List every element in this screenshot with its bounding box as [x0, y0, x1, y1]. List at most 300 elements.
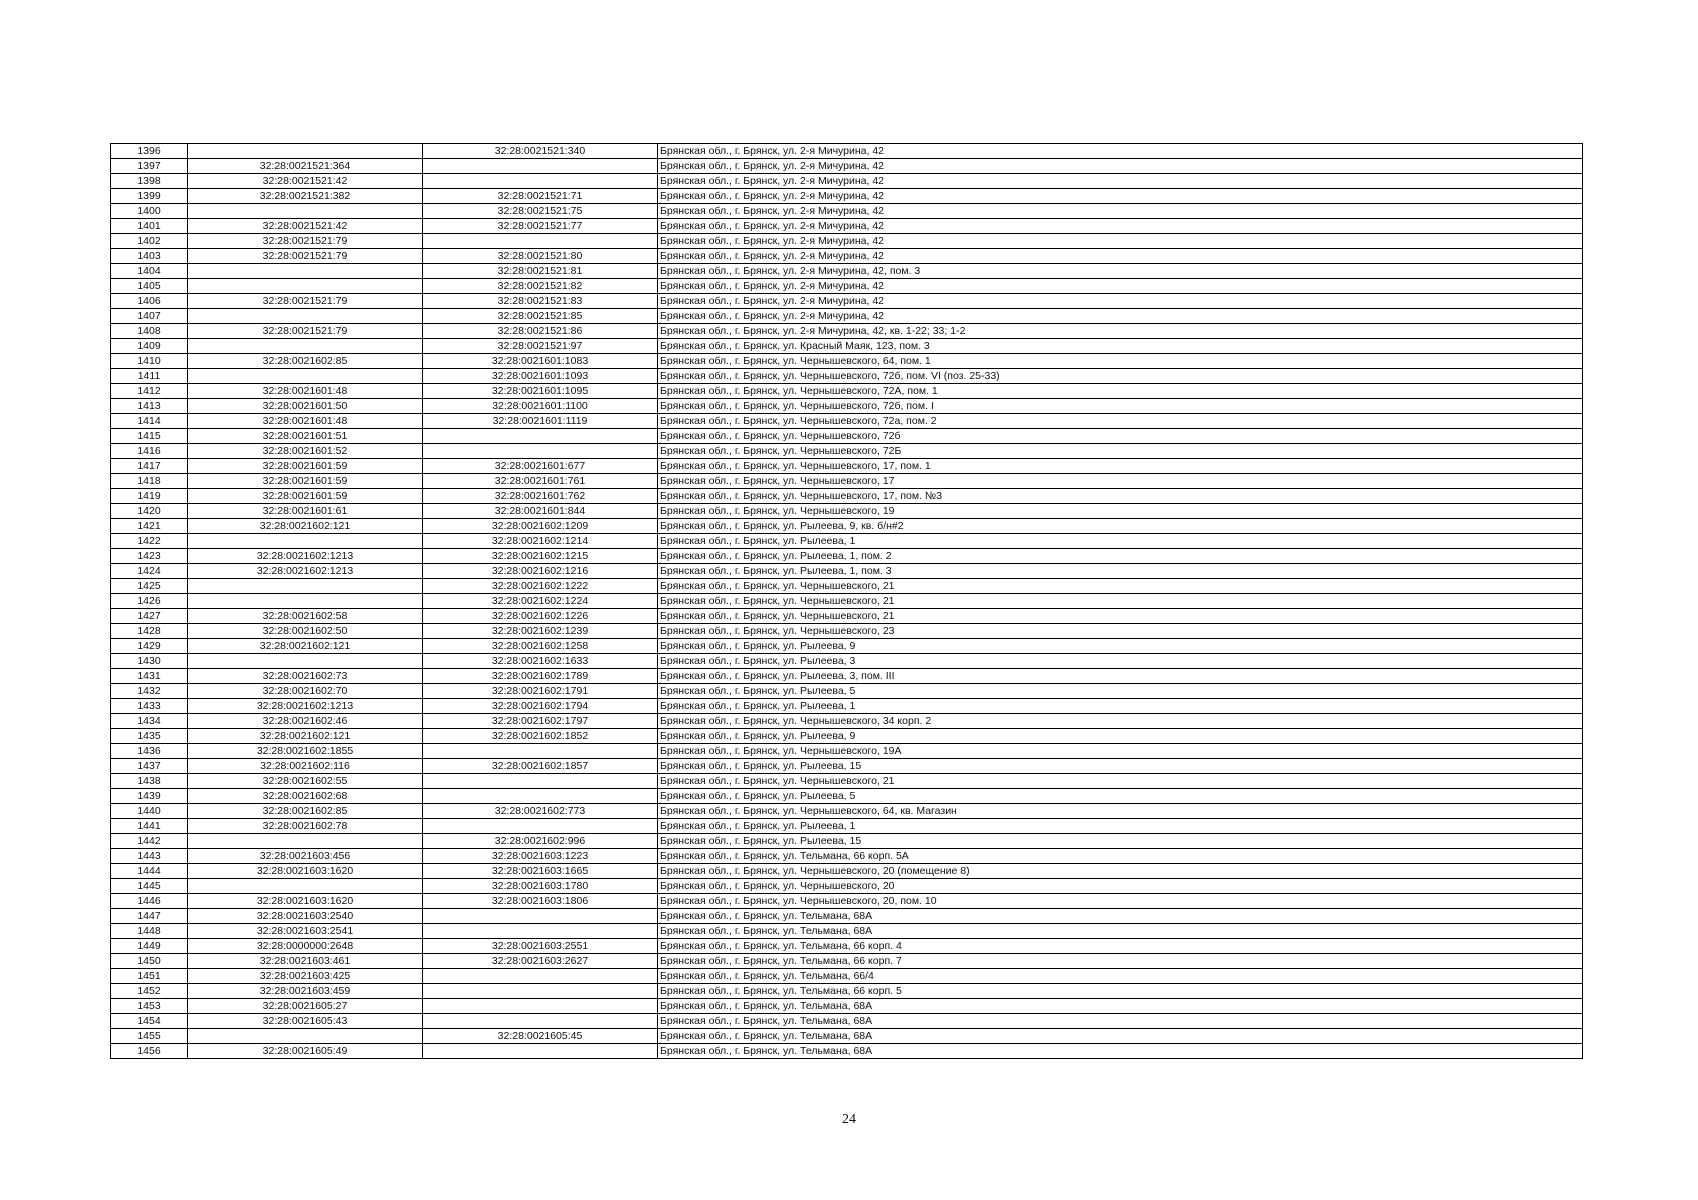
address-cell: Брянская обл., г. Брянск, ул. Рылеева, 1: [658, 534, 1583, 549]
object-cadastral-number-cell: [423, 819, 658, 834]
object-cadastral-number-cell: 32:28:0021601:1083: [423, 354, 658, 369]
object-cadastral-number-cell: 32:28:0021601:762: [423, 489, 658, 504]
object-cadastral-number-cell: 32:28:0021521:81: [423, 264, 658, 279]
table-row: [111, 774, 1583, 789]
table-row: [111, 729, 1583, 744]
cadastral-number-cell: 32:28:0021601:48: [188, 414, 423, 429]
object-cadastral-number-cell: 32:28:0021602:1258: [423, 639, 658, 654]
row-number-cell: 1406: [111, 294, 188, 309]
object-cadastral-number-cell: 32:28:0021602:1794: [423, 699, 658, 714]
table-row: [111, 489, 1583, 504]
row-number-cell: 1408: [111, 324, 188, 339]
object-cadastral-number-cell: 32:28:0021521:75: [423, 204, 658, 219]
address-cell: Брянская обл., г. Брянск, ул. Рылеева, 1: [658, 819, 1583, 834]
address-cell: Брянская обл., г. Брянск, ул. Чернышевского, 21: [658, 609, 1583, 624]
row-number-cell: 1432: [111, 684, 188, 699]
row-number-cell: 1415: [111, 429, 188, 444]
address-cell: Брянская обл., г. Брянск, ул. Чернышевского, 72Б: [658, 444, 1583, 459]
address-cell: Брянская обл., г. Брянск, ул. Чернышевского, 19: [658, 504, 1583, 519]
cadastral-number-cell: 32:28:0021602:70: [188, 684, 423, 699]
address-cell: Брянская обл., г. Брянск, ул. Тельмана, 66/4: [658, 969, 1583, 984]
address-cell: Брянская обл., г. Брянск, ул. Чернышевского, 64, кв. Магазин: [658, 804, 1583, 819]
address-cell: Брянская обл., г. Брянск, ул. Рылеева, 3: [658, 654, 1583, 669]
cadastral-number-cell: 32:28:0000000:2648: [188, 939, 423, 954]
address-cell: Брянская обл., г. Брянск, ул. Чернышевского, 20: [658, 879, 1583, 894]
table-row: [111, 564, 1583, 579]
table-row: [111, 444, 1583, 459]
cadastral-number-cell: 32:28:0021603:425: [188, 969, 423, 984]
row-number-cell: 1423: [111, 549, 188, 564]
row-number-cell: 1399: [111, 189, 188, 204]
table-row: [111, 969, 1583, 984]
row-number-cell: 1426: [111, 594, 188, 609]
table-row: [111, 309, 1583, 324]
object-cadastral-number-cell: 32:28:0021601:677: [423, 459, 658, 474]
address-cell: Брянская обл., г. Брянск, ул. 2-я Мичурина, 42, пом. 3: [658, 264, 1583, 279]
cadastral-number-cell: 32:28:0021602:121: [188, 639, 423, 654]
row-number-cell: 1430: [111, 654, 188, 669]
table-row: [111, 414, 1583, 429]
cadastral-number-cell: 32:28:0021601:59: [188, 489, 423, 504]
table-row: [111, 849, 1583, 864]
cadastral-number-cell: 32:28:0021602:73: [188, 669, 423, 684]
address-cell: Брянская обл., г. Брянск, ул. Тельмана, 66 корп. 5А: [658, 849, 1583, 864]
cadastral-number-cell: [188, 309, 423, 324]
table-row: [111, 339, 1583, 354]
table-row: [111, 264, 1583, 279]
table-row: [111, 789, 1583, 804]
object-cadastral-number-cell: [423, 1014, 658, 1029]
address-cell: Брянская обл., г. Брянск, ул. 2-я Мичурина, 42: [658, 204, 1583, 219]
table-row: [111, 879, 1583, 894]
object-cadastral-number-cell: 32:28:0021521:86: [423, 324, 658, 339]
row-number-cell: 1410: [111, 354, 188, 369]
table-row: [111, 294, 1583, 309]
cadastral-number-cell: 32:28:0021603:459: [188, 984, 423, 999]
table-row: [111, 354, 1583, 369]
row-number-cell: 1453: [111, 999, 188, 1014]
table-row: [111, 144, 1583, 159]
cadastral-number-cell: 32:28:0021601:59: [188, 459, 423, 474]
row-number-cell: 1447: [111, 909, 188, 924]
address-cell: Брянская обл., г. Брянск, ул. 2-я Мичурина, 42, кв. 1-22; 33; 1-2: [658, 324, 1583, 339]
row-number-cell: 1454: [111, 1014, 188, 1029]
cadastral-number-cell: 32:28:0021603:1620: [188, 864, 423, 879]
object-cadastral-number-cell: [423, 174, 658, 189]
row-number-cell: 1422: [111, 534, 188, 549]
row-number-cell: 1446: [111, 894, 188, 909]
address-cell: Брянская обл., г. Брянск, ул. Чернышевского, 72б, пом. I: [658, 399, 1583, 414]
object-cadastral-number-cell: 32:28:0021601:844: [423, 504, 658, 519]
table-row: [111, 159, 1583, 174]
table-row: [111, 234, 1583, 249]
object-cadastral-number-cell: [423, 444, 658, 459]
object-cadastral-number-cell: 32:28:0021521:85: [423, 309, 658, 324]
object-cadastral-number-cell: 32:28:0021521:97: [423, 339, 658, 354]
cadastral-number-cell: 32:28:0021601:61: [188, 504, 423, 519]
page-number: 24: [842, 1112, 856, 1127]
table-row: [111, 1014, 1583, 1029]
address-cell: Брянская обл., г. Брянск, ул. Чернышевского, 20 (помещение 8): [658, 864, 1583, 879]
row-number-cell: 1420: [111, 504, 188, 519]
cadastral-number-cell: 32:28:0021602:1213: [188, 564, 423, 579]
cadastral-number-cell: 32:28:0021602:58: [188, 609, 423, 624]
object-cadastral-number-cell: 32:28:0021521:83: [423, 294, 658, 309]
cadastral-number-cell: 32:28:0021601:50: [188, 399, 423, 414]
address-cell: Брянская обл., г. Брянск, ул. Чернышевского, 72А, пом. 1: [658, 384, 1583, 399]
row-number-cell: 1413: [111, 399, 188, 414]
table-row: [111, 744, 1583, 759]
row-number-cell: 1424: [111, 564, 188, 579]
object-cadastral-number-cell: [423, 789, 658, 804]
row-number-cell: 1414: [111, 414, 188, 429]
address-cell: Брянская обл., г. Брянск, ул. Тельмана, 66 корп. 5: [658, 984, 1583, 999]
table-row: [111, 1029, 1583, 1044]
table-row: [111, 864, 1583, 879]
cadastral-number-cell: 32:28:0021521:364: [188, 159, 423, 174]
object-cadastral-number-cell: [423, 744, 658, 759]
row-number-cell: 1440: [111, 804, 188, 819]
cadastral-number-cell: 32:28:0021602:55: [188, 774, 423, 789]
table-row: [111, 174, 1583, 189]
property-register-table: [110, 143, 1583, 1059]
table-row: [111, 474, 1583, 489]
table-row: [111, 699, 1583, 714]
address-cell: Брянская обл., г. Брянск, ул. Тельмана, 68А: [658, 924, 1583, 939]
cadastral-number-cell: [188, 369, 423, 384]
row-number-cell: 1428: [111, 624, 188, 639]
table-row: [111, 984, 1583, 999]
address-cell: Брянская обл., г. Брянск, ул. 2-я Мичурина, 42: [658, 144, 1583, 159]
cadastral-number-cell: [188, 144, 423, 159]
cadastral-number-cell: 32:28:0021521:79: [188, 249, 423, 264]
row-number-cell: 1404: [111, 264, 188, 279]
object-cadastral-number-cell: 32:28:0021602:773: [423, 804, 658, 819]
row-number-cell: 1411: [111, 369, 188, 384]
register-table-body: [111, 144, 1583, 1059]
object-cadastral-number-cell: 32:28:0021521:71: [423, 189, 658, 204]
cadastral-number-cell: [188, 594, 423, 609]
table-row: [111, 384, 1583, 399]
cadastral-number-cell: [188, 264, 423, 279]
cadastral-number-cell: [188, 654, 423, 669]
object-cadastral-number-cell: [423, 909, 658, 924]
row-number-cell: 1400: [111, 204, 188, 219]
object-cadastral-number-cell: 32:28:0021602:1789: [423, 669, 658, 684]
table-row: [111, 324, 1583, 339]
row-number-cell: 1435: [111, 729, 188, 744]
object-cadastral-number-cell: 32:28:0021601:761: [423, 474, 658, 489]
address-cell: Брянская обл., г. Брянск, ул. 2-я Мичурина, 42: [658, 189, 1583, 204]
row-number-cell: 1448: [111, 924, 188, 939]
address-cell: Брянская обл., г. Брянск, ул. Рылеева, 5: [658, 789, 1583, 804]
address-cell: Брянская обл., г. Брянск, ул. Тельмана, 68А: [658, 1029, 1583, 1044]
table-row: [111, 999, 1583, 1014]
object-cadastral-number-cell: [423, 924, 658, 939]
object-cadastral-number-cell: 32:28:0021521:80: [423, 249, 658, 264]
address-cell: Брянская обл., г. Брянск, ул. Тельмана, 66 корп. 7: [658, 954, 1583, 969]
row-number-cell: 1397: [111, 159, 188, 174]
table-row: [111, 609, 1583, 624]
object-cadastral-number-cell: 32:28:0021603:1780: [423, 879, 658, 894]
cadastral-number-cell: 32:28:0021521:79: [188, 294, 423, 309]
table-row: [111, 639, 1583, 654]
cadastral-number-cell: 32:28:0021603:2541: [188, 924, 423, 939]
row-number-cell: 1431: [111, 669, 188, 684]
cadastral-number-cell: 32:28:0021521:79: [188, 234, 423, 249]
row-number-cell: 1419: [111, 489, 188, 504]
address-cell: Брянская обл., г. Брянск, ул. 2-я Мичурина, 42: [658, 159, 1583, 174]
object-cadastral-number-cell: 32:28:0021601:1100: [423, 399, 658, 414]
object-cadastral-number-cell: [423, 159, 658, 174]
address-cell: Брянская обл., г. Брянск, ул. 2-я Мичурина, 42: [658, 174, 1583, 189]
cadastral-number-cell: [188, 279, 423, 294]
table-row: [111, 534, 1583, 549]
object-cadastral-number-cell: 32:28:0021521:82: [423, 279, 658, 294]
address-cell: Брянская обл., г. Брянск, ул. Чернышевского, 20, пом. 10: [658, 894, 1583, 909]
cadastral-number-cell: [188, 534, 423, 549]
cadastral-number-cell: 32:28:0021602:121: [188, 519, 423, 534]
table-row: [111, 399, 1583, 414]
address-cell: Брянская обл., г. Брянск, ул. Тельмана, 68А: [658, 1014, 1583, 1029]
row-number-cell: 1396: [111, 144, 188, 159]
row-number-cell: 1433: [111, 699, 188, 714]
table-row: [111, 279, 1583, 294]
object-cadastral-number-cell: 32:28:0021602:996: [423, 834, 658, 849]
address-cell: Брянская обл., г. Брянск, ул. Чернышевского, 17, пом. №3: [658, 489, 1583, 504]
address-cell: Брянская обл., г. Брянск, ул. Рылеева, 1, пом. 2: [658, 549, 1583, 564]
row-number-cell: 1450: [111, 954, 188, 969]
address-cell: Брянская обл., г. Брянск, ул. 2-я Мичурина, 42: [658, 309, 1583, 324]
object-cadastral-number-cell: [423, 984, 658, 999]
row-number-cell: 1442: [111, 834, 188, 849]
object-cadastral-number-cell: 32:28:0021602:1222: [423, 579, 658, 594]
row-number-cell: 1449: [111, 939, 188, 954]
object-cadastral-number-cell: 32:28:0021602:1209: [423, 519, 658, 534]
cadastral-number-cell: 32:28:0021602:85: [188, 354, 423, 369]
row-number-cell: 1455: [111, 1029, 188, 1044]
row-number-cell: 1409: [111, 339, 188, 354]
address-cell: Брянская обл., г. Брянск, ул. Рылеева, 9: [658, 639, 1583, 654]
address-cell: Брянская обл., г. Брянск, ул. Тельмана, 68А: [658, 909, 1583, 924]
address-cell: Брянская обл., г. Брянск, ул. Рылеева, 5: [658, 684, 1583, 699]
cadastral-number-cell: 32:28:0021602:1213: [188, 549, 423, 564]
row-number-cell: 1425: [111, 579, 188, 594]
object-cadastral-number-cell: [423, 234, 658, 249]
table-row: [111, 669, 1583, 684]
address-cell: Брянская обл., г. Брянск, ул. Рылеева, 15: [658, 759, 1583, 774]
object-cadastral-number-cell: 32:28:0021601:1093: [423, 369, 658, 384]
object-cadastral-number-cell: 32:28:0021602:1215: [423, 549, 658, 564]
cadastral-number-cell: [188, 1029, 423, 1044]
address-cell: Брянская обл., г. Брянск, ул. Чернышевского, 17: [658, 474, 1583, 489]
address-cell: Брянская обл., г. Брянск, ул. 2-я Мичурина, 42: [658, 294, 1583, 309]
address-cell: Брянская обл., г. Брянск, ул. Рылеева, 9, кв. б/н#2: [658, 519, 1583, 534]
cadastral-number-cell: 32:28:0021603:2540: [188, 909, 423, 924]
cadastral-number-cell: 32:28:0021601:59: [188, 474, 423, 489]
row-number-cell: 1437: [111, 759, 188, 774]
object-cadastral-number-cell: [423, 774, 658, 789]
address-cell: Брянская обл., г. Брянск, ул. Тельмана, 66 корп. 4: [658, 939, 1583, 954]
table-row: [111, 894, 1583, 909]
cadastral-number-cell: 32:28:0021521:42: [188, 219, 423, 234]
object-cadastral-number-cell: 32:28:0021521:340: [423, 144, 658, 159]
cadastral-number-cell: 32:28:0021603:1620: [188, 894, 423, 909]
cadastral-number-cell: 32:28:0021605:49: [188, 1044, 423, 1059]
row-number-cell: 1445: [111, 879, 188, 894]
row-number-cell: 1444: [111, 864, 188, 879]
cadastral-number-cell: 32:28:0021521:79: [188, 324, 423, 339]
object-cadastral-number-cell: 32:28:0021521:77: [423, 219, 658, 234]
address-cell: Брянская обл., г. Брянск, ул. Чернышевского, 17, пом. 1: [658, 459, 1583, 474]
cadastral-number-cell: [188, 579, 423, 594]
table-row: [111, 939, 1583, 954]
cadastral-number-cell: 32:28:0021602:121: [188, 729, 423, 744]
cadastral-number-cell: 32:28:0021521:42: [188, 174, 423, 189]
address-cell: Брянская обл., г. Брянск, ул. Рылеева, 1: [658, 699, 1583, 714]
cadastral-number-cell: 32:28:0021602:68: [188, 789, 423, 804]
address-cell: Брянская обл., г. Брянск, ул. Чернышевского, 21: [658, 594, 1583, 609]
row-number-cell: 1443: [111, 849, 188, 864]
address-cell: Брянская обл., г. Брянск, ул. 2-я Мичурина, 42: [658, 279, 1583, 294]
row-number-cell: 1451: [111, 969, 188, 984]
row-number-cell: 1438: [111, 774, 188, 789]
address-cell: Брянская обл., г. Брянск, ул. Чернышевского, 64, пом. 1: [658, 354, 1583, 369]
object-cadastral-number-cell: 32:28:0021605:45: [423, 1029, 658, 1044]
address-cell: Брянская обл., г. Брянск, ул. Рылеева, 1, пом. 3: [658, 564, 1583, 579]
table-row: [111, 759, 1583, 774]
address-cell: Брянская обл., г. Брянск, ул. Красный Маяк, 123, пом. 3: [658, 339, 1583, 354]
object-cadastral-number-cell: 32:28:0021601:1119: [423, 414, 658, 429]
table-row: [111, 804, 1583, 819]
cadastral-number-cell: 32:28:0021601:52: [188, 444, 423, 459]
table-row: [111, 429, 1583, 444]
row-number-cell: 1427: [111, 609, 188, 624]
address-cell: Брянская обл., г. Брянск, ул. Тельмана, 68А: [658, 1044, 1583, 1059]
cadastral-number-cell: 32:28:0021521:382: [188, 189, 423, 204]
table-row: [111, 714, 1583, 729]
object-cadastral-number-cell: [423, 429, 658, 444]
row-number-cell: 1434: [111, 714, 188, 729]
address-cell: Брянская обл., г. Брянск, ул. Рылеева, 15: [658, 834, 1583, 849]
row-number-cell: 1441: [111, 819, 188, 834]
object-cadastral-number-cell: 32:28:0021603:1665: [423, 864, 658, 879]
row-number-cell: 1407: [111, 309, 188, 324]
table-row: [111, 834, 1583, 849]
object-cadastral-number-cell: 32:28:0021602:1226: [423, 609, 658, 624]
object-cadastral-number-cell: 32:28:0021602:1633: [423, 654, 658, 669]
object-cadastral-number-cell: [423, 999, 658, 1014]
table-row: [111, 954, 1583, 969]
address-cell: Брянская обл., г. Брянск, ул. Чернышевского, 72а, пом. 2: [658, 414, 1583, 429]
cadastral-number-cell: 32:28:0021602:46: [188, 714, 423, 729]
table-row: [111, 684, 1583, 699]
address-cell: Брянская обл., г. Брянск, ул. Чернышевского, 72б: [658, 429, 1583, 444]
object-cadastral-number-cell: 32:28:0021602:1791: [423, 684, 658, 699]
row-number-cell: 1418: [111, 474, 188, 489]
cadastral-number-cell: 32:28:0021602:50: [188, 624, 423, 639]
table-row: [111, 519, 1583, 534]
object-cadastral-number-cell: 32:28:0021603:1223: [423, 849, 658, 864]
address-cell: Брянская обл., г. Брянск, ул. Тельмана, 68А: [658, 999, 1583, 1014]
cadastral-number-cell: 32:28:0021605:43: [188, 1014, 423, 1029]
object-cadastral-number-cell: 32:28:0021602:1214: [423, 534, 658, 549]
cadastral-number-cell: 32:28:0021602:1855: [188, 744, 423, 759]
object-cadastral-number-cell: 32:28:0021602:1797: [423, 714, 658, 729]
cadastral-number-cell: 32:28:0021602:78: [188, 819, 423, 834]
row-number-cell: 1436: [111, 744, 188, 759]
row-number-cell: 1421: [111, 519, 188, 534]
row-number-cell: 1398: [111, 174, 188, 189]
table-row: [111, 909, 1583, 924]
table-row: [111, 549, 1583, 564]
cadastral-number-cell: 32:28:0021603:461: [188, 954, 423, 969]
address-cell: Брянская обл., г. Брянск, ул. 2-я Мичурина, 42: [658, 219, 1583, 234]
address-cell: Брянская обл., г. Брянск, ул. Чернышевского, 21: [658, 579, 1583, 594]
table-row: [111, 819, 1583, 834]
object-cadastral-number-cell: [423, 1044, 658, 1059]
cadastral-number-cell: 32:28:0021601:48: [188, 384, 423, 399]
table-row: [111, 249, 1583, 264]
row-number-cell: 1439: [111, 789, 188, 804]
table-row: [111, 594, 1583, 609]
row-number-cell: 1452: [111, 984, 188, 999]
address-cell: Брянская обл., г. Брянск, ул. 2-я Мичурина, 42: [658, 234, 1583, 249]
table-row: [111, 624, 1583, 639]
cadastral-number-cell: [188, 834, 423, 849]
address-cell: Брянская обл., г. Брянск, ул. Рылеева, 3, пом. III: [658, 669, 1583, 684]
cadastral-number-cell: [188, 204, 423, 219]
object-cadastral-number-cell: 32:28:0021602:1224: [423, 594, 658, 609]
address-cell: Брянская обл., г. Брянск, ул. Чернышевского, 23: [658, 624, 1583, 639]
address-cell: Брянская обл., г. Брянск, ул. Чернышевского, 19А: [658, 744, 1583, 759]
table-row: [111, 369, 1583, 384]
cadastral-number-cell: [188, 879, 423, 894]
table-row: [111, 204, 1583, 219]
table-row: [111, 504, 1583, 519]
table-row: [111, 579, 1583, 594]
cadastral-number-cell: 32:28:0021602:116: [188, 759, 423, 774]
table-row: [111, 219, 1583, 234]
address-cell: Брянская обл., г. Брянск, ул. 2-я Мичурина, 42: [658, 249, 1583, 264]
object-cadastral-number-cell: 32:28:0021602:1216: [423, 564, 658, 579]
row-number-cell: 1403: [111, 249, 188, 264]
cadastral-number-cell: [188, 339, 423, 354]
address-cell: Брянская обл., г. Брянск, ул. Чернышевского, 21: [658, 774, 1583, 789]
object-cadastral-number-cell: 32:28:0021603:1806: [423, 894, 658, 909]
row-number-cell: 1401: [111, 219, 188, 234]
object-cadastral-number-cell: 32:28:0021603:2627: [423, 954, 658, 969]
row-number-cell: 1405: [111, 279, 188, 294]
row-number-cell: 1429: [111, 639, 188, 654]
row-number-cell: 1402: [111, 234, 188, 249]
table-row: [111, 189, 1583, 204]
table-row: [111, 459, 1583, 474]
object-cadastral-number-cell: 32:28:0021601:1095: [423, 384, 658, 399]
row-number-cell: 1456: [111, 1044, 188, 1059]
row-number-cell: 1416: [111, 444, 188, 459]
cadastral-number-cell: 32:28:0021602:85: [188, 804, 423, 819]
object-cadastral-number-cell: [423, 969, 658, 984]
address-cell: Брянская обл., г. Брянск, ул. Чернышевского, 72б, пом. VI (поз. 25-33): [658, 369, 1583, 384]
object-cadastral-number-cell: 32:28:0021602:1852: [423, 729, 658, 744]
row-number-cell: 1412: [111, 384, 188, 399]
table-row: [111, 1044, 1583, 1059]
table-row: [111, 654, 1583, 669]
table-row: [111, 924, 1583, 939]
cadastral-number-cell: 32:28:0021605:27: [188, 999, 423, 1014]
cadastral-number-cell: 32:28:0021601:51: [188, 429, 423, 444]
